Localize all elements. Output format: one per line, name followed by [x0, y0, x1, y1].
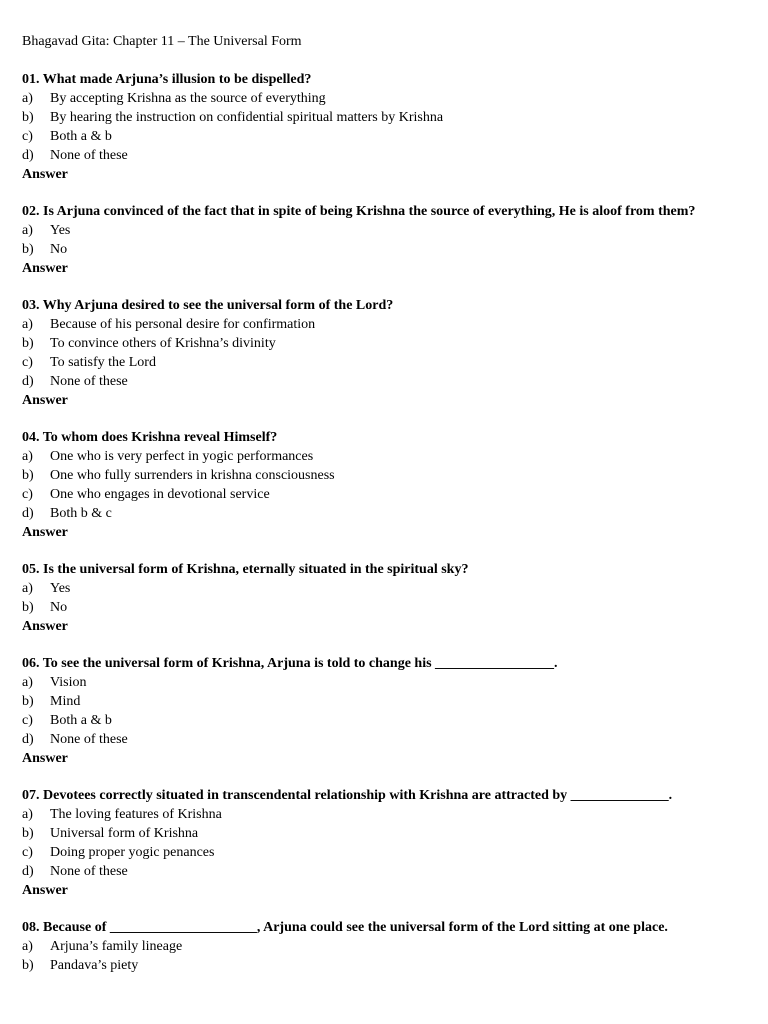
answer-label: Answer: [22, 167, 68, 182]
option-letter: c): [22, 845, 33, 860]
option-text: To satisfy the Lord: [50, 355, 156, 370]
option-text: Universal form of Krishna: [50, 826, 199, 841]
option-letter: b): [22, 242, 34, 257]
option-letter: b): [22, 336, 34, 351]
question-text: 08. Because of _____________________, Arjuna could see the universal form of the Lord sitting at one place.: [22, 920, 668, 935]
question-text: 01. What made Arjuna’s illusion to be dispelled?: [22, 72, 312, 87]
answer-option: [22, 673, 752, 692]
question-block: [22, 654, 752, 768]
option-letter: b): [22, 694, 34, 709]
answer-label: Answer: [22, 751, 68, 766]
question-block: [22, 560, 752, 636]
answer-label: Answer: [22, 619, 68, 634]
question-block: [22, 786, 752, 900]
answer-option: [22, 315, 752, 334]
question-block: [22, 202, 752, 278]
option-text: Arjuna’s family lineage: [50, 939, 183, 954]
option-text: One who fully surrenders in krishna consciousness: [50, 468, 335, 483]
option-letter: d): [22, 374, 34, 389]
option-text: The loving features of Krishna: [50, 807, 222, 822]
answer-option: [22, 692, 752, 711]
option-text: By hearing the instruction on confidential spiritual matters by Krishna: [50, 110, 444, 125]
option-letter: c): [22, 129, 33, 144]
option-letter: a): [22, 939, 33, 954]
answer-option: [22, 353, 752, 372]
option-letter: c): [22, 355, 33, 370]
document-page: [22, 32, 752, 993]
option-text: Both a & b: [50, 713, 112, 728]
answer-option: [22, 579, 752, 598]
option-text: Yes: [50, 223, 71, 238]
answer-option: [22, 504, 752, 523]
option-text: By accepting Krishna as the source of everything: [50, 91, 326, 106]
question-block: [22, 918, 752, 975]
answer-option: [22, 862, 752, 881]
option-letter: a): [22, 91, 33, 106]
option-text: None of these: [50, 864, 128, 879]
answer-label: Answer: [22, 883, 68, 898]
option-letter: a): [22, 675, 33, 690]
option-letter: a): [22, 223, 33, 238]
document-title: Bhagavad Gita: Chapter 11 – The Universal Form: [22, 34, 302, 49]
option-text: Both b & c: [50, 506, 112, 521]
answer-option: [22, 598, 752, 617]
option-letter: b): [22, 110, 34, 125]
option-letter: d): [22, 148, 34, 163]
option-letter: d): [22, 506, 34, 521]
option-text: Yes: [50, 581, 71, 596]
question-text: 05. Is the universal form of Krishna, eternally situated in the spiritual sky?: [22, 562, 469, 577]
question-text: 07. Devotees correctly situated in transcendental relationship with Krishna are attracted by ______________.: [22, 788, 673, 803]
answer-option: [22, 221, 752, 240]
answer-option: [22, 466, 752, 485]
answer-option: [22, 937, 752, 956]
answer-option: [22, 372, 752, 391]
option-letter: a): [22, 317, 33, 332]
answer-option: [22, 485, 752, 504]
option-text: None of these: [50, 374, 128, 389]
answer-option: [22, 89, 752, 108]
question-text: 02. Is Arjuna convinced of the fact that in spite of being Krishna the source of everything, He is aloof from them?: [22, 204, 696, 219]
option-text: None of these: [50, 732, 128, 747]
option-text: Both a & b: [50, 129, 112, 144]
option-letter: a): [22, 449, 33, 464]
question-text: 03. Why Arjuna desired to see the universal form of the Lord?: [22, 298, 394, 313]
option-text: One who engages in devotional service: [50, 487, 270, 502]
answer-option: [22, 108, 752, 127]
option-text: No: [50, 242, 68, 257]
answer-option: [22, 730, 752, 749]
question-text: 06. To see the universal form of Krishna, Arjuna is told to change his _________________.: [22, 656, 558, 671]
answer-label: Answer: [22, 261, 68, 276]
option-text: Doing proper yogic penances: [50, 845, 215, 860]
answer-label: Answer: [22, 393, 68, 408]
option-text: None of these: [50, 148, 128, 163]
answer-option: [22, 824, 752, 843]
option-letter: b): [22, 600, 34, 615]
question-block: [22, 296, 752, 410]
option-letter: b): [22, 826, 34, 841]
answer-option: [22, 805, 752, 824]
option-letter: c): [22, 713, 33, 728]
option-letter: a): [22, 807, 33, 822]
answer-option: [22, 334, 752, 353]
option-letter: a): [22, 581, 33, 596]
option-letter: d): [22, 732, 34, 747]
option-text: To convince others of Krishna’s divinity: [50, 336, 276, 351]
option-letter: b): [22, 468, 34, 483]
option-text: Mind: [50, 694, 81, 709]
option-text: Because of his personal desire for confirmation: [50, 317, 316, 332]
answer-option: [22, 240, 752, 259]
option-text: One who is very perfect in yogic performances: [50, 449, 314, 464]
answer-option: [22, 843, 752, 862]
answer-option: [22, 711, 752, 730]
answer-label: Answer: [22, 525, 68, 540]
option-letter: d): [22, 864, 34, 879]
option-letter: b): [22, 958, 34, 973]
answer-option: [22, 127, 752, 146]
option-text: Pandava’s piety: [50, 958, 139, 973]
option-text: No: [50, 600, 68, 615]
answer-option: [22, 956, 752, 975]
question-block: [22, 70, 752, 184]
option-letter: c): [22, 487, 33, 502]
question-block: [22, 428, 752, 542]
answer-option: [22, 146, 752, 165]
question-list: [22, 70, 752, 975]
option-text: Vision: [50, 675, 87, 690]
question-text: 04. To whom does Krishna reveal Himself?: [22, 430, 278, 445]
answer-option: [22, 447, 752, 466]
